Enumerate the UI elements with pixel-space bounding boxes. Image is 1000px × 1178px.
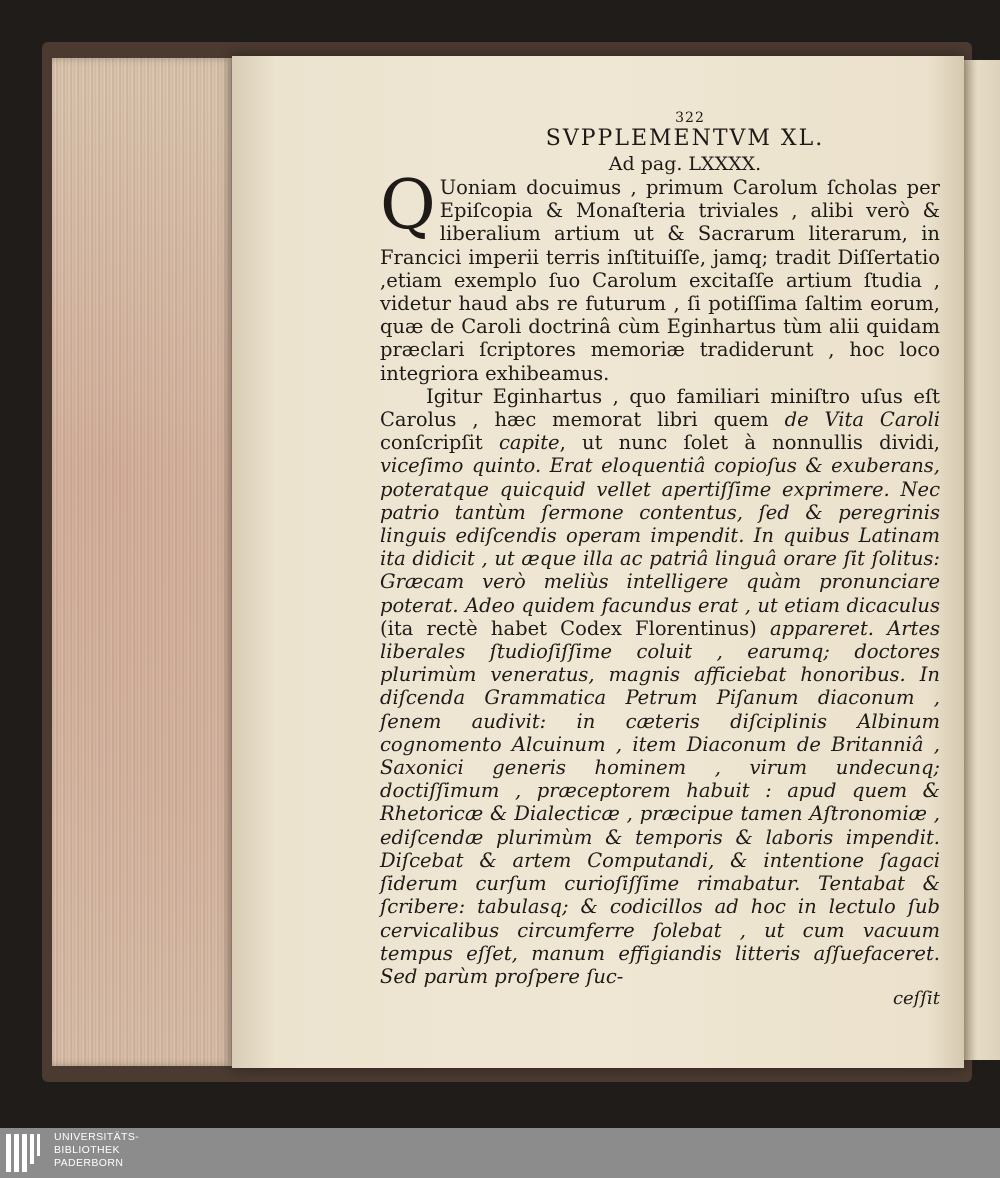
library-name xyxy=(54,1131,139,1170)
paragraph-1-text: Uoniam docuimus , primum Carolum ſcholas per Epiſcopia & Monaſteria triviales , alibi verò & liberalium artium ut & Sacrarum literarum, in Francici imperii terris inſtituiſſe, jamq; tradit Diſſertatio ,etiam exemplo ſuo Carolum excitaſſe artium ſtudia , videtur haud abs re futurum , ſi potiſſima ſaltim eorum, quæ de Caroli doctrinâ cùm Eginhartus tùm alii quidam præclari ſcriptores memoriæ tradiderunt , hoc loco integriora exhibeamus. xyxy=(380,176,940,385)
page-text-block xyxy=(380,110,940,1010)
p2-segment-e: , ut nunc ſolet à nonnullis dividi, xyxy=(559,431,940,455)
library-name-line-2: BIBLIOTHEK xyxy=(54,1144,120,1156)
p2-segment-b: de Vita Caroli xyxy=(784,408,940,432)
p2-segment-d: capite xyxy=(498,431,560,455)
library-name-line-1: UNIVERSITÄTS- xyxy=(54,1131,140,1143)
page-edges xyxy=(52,58,234,1066)
page-subtitle: Ad pag. LXXXX. xyxy=(608,153,762,175)
p2-segment-f: viceſimo quinto. Erat eloquentiâ copioſus & exuberans, poteratque quicquid vellet apertiſſime exprimere. Nec patrio tantùm ſermone contentus, ſed & peregrinis linguis ediſcendis operam impendit. In quibus Latinam ita didicit , ut æque illa ac patriâ linguâ orare ſit ſolitus: Græcam verò meliùs intelligere quàm pronunciare poterat. Adeo quidem facundus erat , ut etiam dicaculus xyxy=(380,454,940,617)
library-logo-icon xyxy=(6,1134,46,1172)
page-title: SVPPLEMENTVM XL. xyxy=(545,126,825,151)
p2-segment-g: (ita rectè habet Codex Florentinus) xyxy=(380,616,757,640)
drop-cap: Q xyxy=(380,166,436,245)
library-footer xyxy=(0,1128,1000,1178)
book-page xyxy=(232,56,964,1068)
p2-segment-c: conſcripſit xyxy=(380,431,483,455)
page-number: 322 xyxy=(675,110,705,126)
paragraph-1 xyxy=(380,166,940,385)
facing-page-edge xyxy=(962,60,1000,1060)
catchword: ceſſit xyxy=(892,988,940,1010)
paragraph-2 xyxy=(380,385,940,988)
p2-segment-a: Igitur Eginhartus , quo familiari miniſtro uſus eſt Carolus , hæc memorat libri quem xyxy=(380,384,940,432)
p2-segment-h: appareret. Artes liberales ſtudioſiſſime coluit , earumq; doctores plurimùm veneratus, magnis afficiebat honoribus. In diſcenda Grammatica Petrum Piſanum diaconum , ſenem audivit: in cæteris diſciplinis Albinum cognomento Alcuinum , item Diaconum de Britanniâ , Saxonici generis hominem , virum undecunq; doctiſſimum , præceptorem habuit : apud quem & Rhetoricæ & Dialecticæ , præcipue tamen Aſtronomiæ , ediſcendæ plurimùm & temporis & laboris impendit. Diſcebat & artem Computandi, & intentione ſagaci ſiderum curſum curioſiſſime rimabatur. Tentabat & ſcribere: tabulasq; & codicillos ad hoc in lectulo ſub cervicalibus circumferre ſolebat , ut cum vacuum tempus eſſet, manum effigiandis litteris aſſuefaceret. Sed parùm proſpere ſuc- xyxy=(380,616,940,988)
library-name-line-3: PADERBORN xyxy=(54,1157,124,1169)
